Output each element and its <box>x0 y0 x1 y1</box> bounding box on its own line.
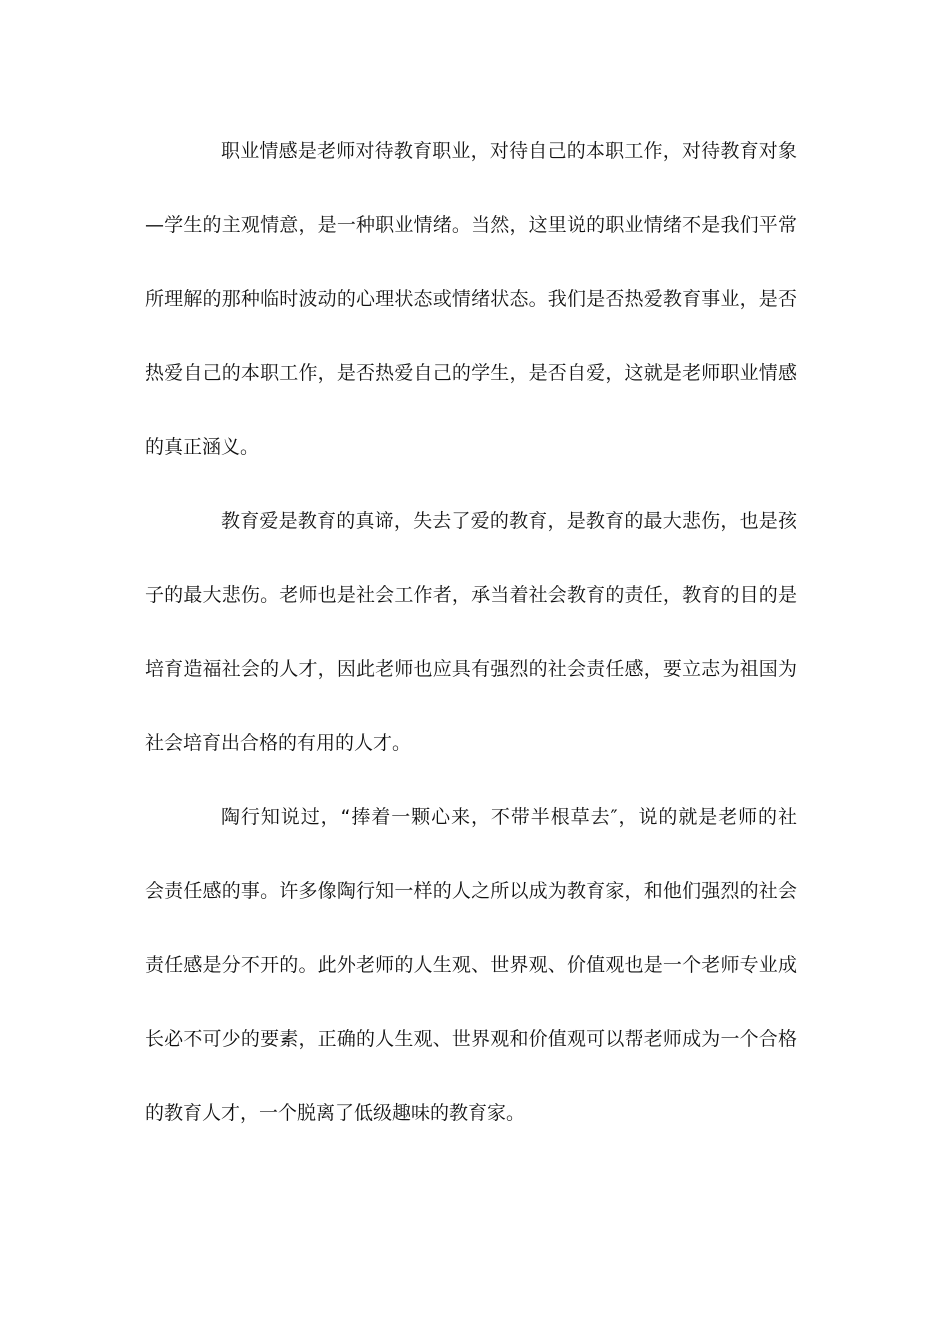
paragraph-line: —学生的主观情意，是一种职业情绪。当然，这里说的职业情绪不是我们平常 <box>145 214 797 236</box>
paragraph-line: 社会培育出合格的有用的人才。 <box>145 732 412 754</box>
document-body <box>145 130 797 1151</box>
paragraph-line: 长必不可少的要素，正确的人生观、世界观和价值观可以帮老师成为一个合格 <box>145 1028 797 1050</box>
paragraph-line: 职业情感是老师对待教育职业，对待自己的本职工作，对待教育对象 <box>221 140 797 162</box>
paragraph-line: 责任感是分不开的。此外老师的人生观、世界观、价值观也是一个老师专业成 <box>145 954 797 976</box>
paragraph-tao-xingzhi <box>145 796 797 1135</box>
paragraph-line: 的教育人才，一个脱离了低级趣味的教育家。 <box>145 1102 526 1124</box>
paragraph-line: 所理解的那种临时波动的心理状态或情绪状态。我们是否热爱教育事业，是否 <box>145 288 797 310</box>
paragraph-line: 陶行知说过，“捧着一颗心来，不带半根草去″，说的就是老师的社 <box>221 806 797 828</box>
paragraph-line: 热爱自己的本职工作，是否热爱自己的学生，是否自爱，这就是老师职业情感 <box>145 362 797 384</box>
paragraph-education-love <box>145 500 797 765</box>
paragraph-line: 子的最大悲伤。老师也是社会工作者，承当着社会教育的责任，教育的目的是 <box>145 584 797 606</box>
paragraph-professional-emotion <box>145 130 797 469</box>
paragraph-line: 教育爱是教育的真谛，失去了爱的教育，是教育的最大悲伤，也是孩 <box>221 510 797 532</box>
paragraph-line: 的真正涵义。 <box>145 436 260 458</box>
paragraph-line: 培育造福社会的人才，因此老师也应具有强烈的社会责任感，要立志为祖国为 <box>145 658 797 680</box>
paragraph-line: 会责任感的事。许多像陶行知一样的人之所以成为教育家，和他们强烈的社会 <box>145 880 797 902</box>
